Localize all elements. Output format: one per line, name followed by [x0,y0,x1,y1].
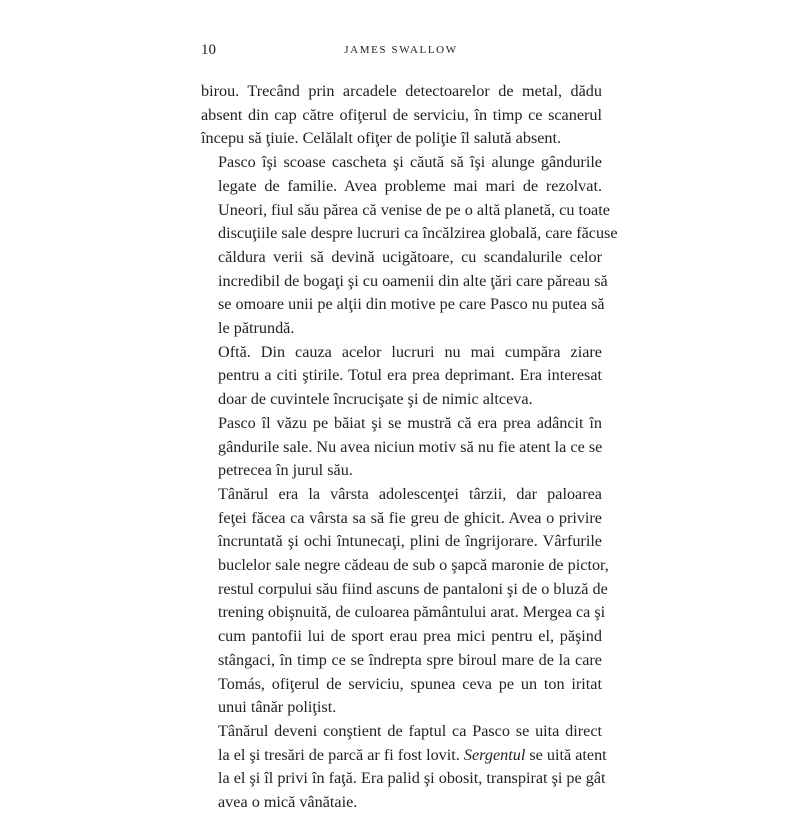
text-line: avea o mică vânătaie. [218,793,358,812]
text-line: buclelor sale negre cădeau de sub o şapcă maronie de pictor, [218,556,609,575]
text-line: restul corpului său fiind ascuns de pantaloni şi de o bluză de [218,579,608,598]
text-line: Tânărul era la vârsta adolescenţei târzii, dar paloarea [218,484,602,503]
text-line-start: la el şi tresări de parcă ar fi fost lovit. [218,745,460,764]
paragraph-3 [201,341,602,412]
text-line: incredibil de bogaţi şi cu oamenii din alte ţări care păreau să [218,271,608,290]
running-title: JAMES SWALLOW [344,44,458,56]
paragraph-4 [201,412,602,483]
emphasized-word: Sergentul [463,745,526,764]
text-line: feţei făcea ca vârsta sa să fie greu de ghicit. Avea o privire [218,508,602,527]
text-line: pentru a citi ştirile. Totul era prea deprimant. Era interesat [218,366,602,385]
text-line: absent din cap către ofiţerul de serviciu, în timp ce scanerul [201,105,602,124]
running-head [201,40,601,60]
page-number: 10 [201,42,216,58]
text-line: le pătrundă. [218,319,295,338]
text-line: trening obişnuită, de culoarea pământului arat. Mergea ca şi [218,603,606,622]
text-line: Uneori, fiul său părea că venise de pe o altă planetă, cu toate [218,200,610,219]
text-line: Tânărul deveni conştient de faptul ca Pasco se uita direct [218,721,602,740]
text-line-end: se uită atent [525,745,607,764]
paragraph-6 [201,720,607,815]
text-line: Pasco îşi scoase cascheta şi căută să îşi alunge gândurile [218,153,602,172]
text-line: Pasco îl văzu pe băiat şi se mustră că era prea adâncit în [218,413,602,432]
text-line: doar de cuvintele încrucişate şi de nimic altceva. [218,390,533,409]
paragraph-2 [201,151,618,341]
text-line: petrecea în jurul său. [218,461,353,480]
text-line [201,744,607,768]
text-line: începu să ţiuie. Celălalt ofiţer de poliţie îl salută absent. [201,129,562,148]
text-line: la el şi îl privi în faţă. Era palid şi obosit, transpirat şi pe gât [218,769,606,788]
body-text [201,80,618,815]
paragraph-5 [201,483,609,720]
text-line: cum pantofii lui de sport erau prea mici pentru el, păşind [218,627,602,646]
text-line: căldura verii să devină ucigătoare, cu scandalurile celor [218,247,602,266]
text-line: unui tânăr poliţist. [218,698,337,717]
paragraph-1 [201,80,602,151]
text-line: birou. Trecând prin arcadele detectoarelor de metal, dădu [201,82,602,100]
text-line: Tomás, ofiţerul de serviciu, spunea ceva pe un ton iritat [218,674,602,693]
text-line: încruntată şi ochi întunecaţi, plini de îngrijorare. Vârfurile [218,532,602,551]
text-line: stângaci, în timp ce se îndrepta spre biroul mare de la care [218,650,602,669]
text-line: discuţiile sale despre lucruri ca încălzirea globală, care făcuse [218,224,618,243]
text-line: se omoare unii pe alţii din motive pe care Pasco nu putea să [218,295,605,314]
text-line: Oftă. Din cauza acelor lucruri nu mai cumpăra ziare [218,342,602,361]
text-line: gândurile sale. Nu avea niciun motiv să nu fie atent la ce se [218,437,603,456]
text-line: legate de familie. Avea probleme mai mari de rezolvat. [218,176,602,195]
